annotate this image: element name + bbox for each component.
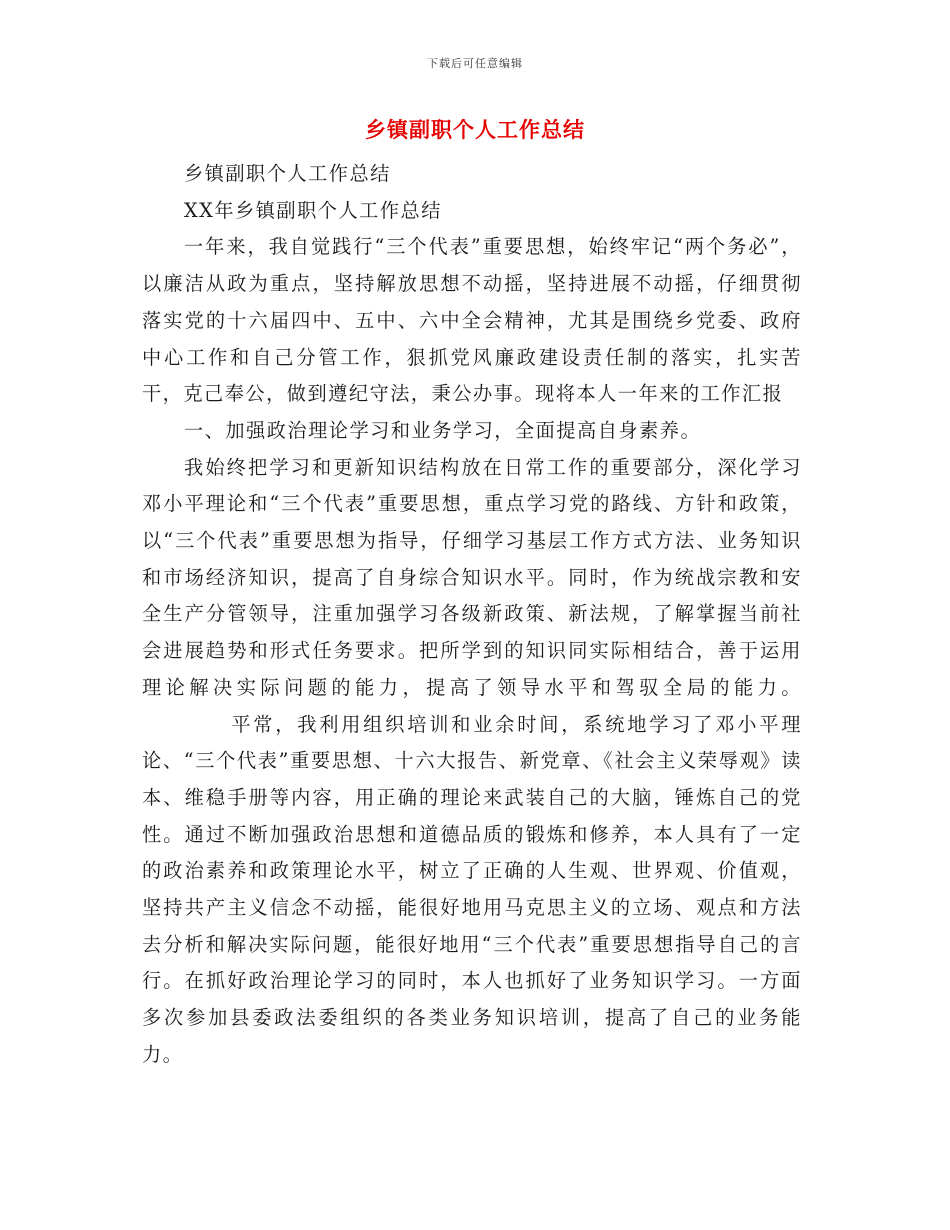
section1-paragraph-part-a: 我始终把学习和更新知识结构放在日常工作的重要部分，深化学习邓小平理论和“三个代表”重要思想，重点学习党的路线、方针和政策，以“三个代表”重要思想为指导，仔细学习基层工作方式方法、业务知识和市场经济知识，提高了自身综合知识水平。同时，作为统战宗教和安全生产分管领导，注重加强学习各级新政策、新法规，了解掌握当前社会进展趋势和形式任务要求。把所学到的知识同实际相结合，善于运用理论解决实际问题的能力，提高了领导水平和驾驭全局的能力。 (142, 455, 802, 699)
intro-paragraph: 一年来，我自觉践行“三个代表”重要思想，始终牢记“两个务必”，以廉洁从政为重点，坚持解放思想不动摇，坚持进展不动摇，仔细贯彻落实党的十六届四中、五中、六中全会精神，尤其是围绕乡党委、政府中心工作和自己分管工作，狠抓党风廉政建设责任制的落实，扎实苦干，克己奉公，做到遵纪守法，秉公办事。现将本人一年来的工作汇报 (142, 235, 802, 406)
document-body (142, 156, 802, 1074)
document-title: 乡镇副职个人工作总结 (365, 118, 585, 142)
header-note: 下载后可任意编辑 (427, 57, 523, 70)
section1-paragraph-part-b: 平常，我利用组织培训和业余时间，系统地学习了邓小平理论、“三个代表”重要思想、十六大报告、新党章、《社会主义荣辱观》读本、维稳手册等内容，用正确的理论来武装自己的大脑，锤炼自己的党性。通过不断加强政治思想和道德品质的锻炼和修养，本人具有了一定的政治素养和政策理论水平，树立了正确的人生观、世界观、价值观，坚持共产主义信念不动摇，能很好地用马克思主义的立场、观点和方法去分析和解决实际问题，能很好地用“三个代表”重要思想指导自己的言行。在抓好政治理论学习的同时，本人也抓好了业务知识学习。一方面多次参加县委政法委组织的各类业务知识培训，提高了自己的业务能力。 (142, 712, 802, 1066)
subtitle-paragraph: 乡镇副职个人工作总结 (184, 162, 391, 185)
year-heading-paragraph: XX年乡镇副职个人工作总结 (184, 198, 442, 222)
section1-heading: 一、加强政治理论学习和业务学习，全面提高自身素养。 (184, 418, 702, 442)
section1-paragraph (142, 450, 802, 1074)
